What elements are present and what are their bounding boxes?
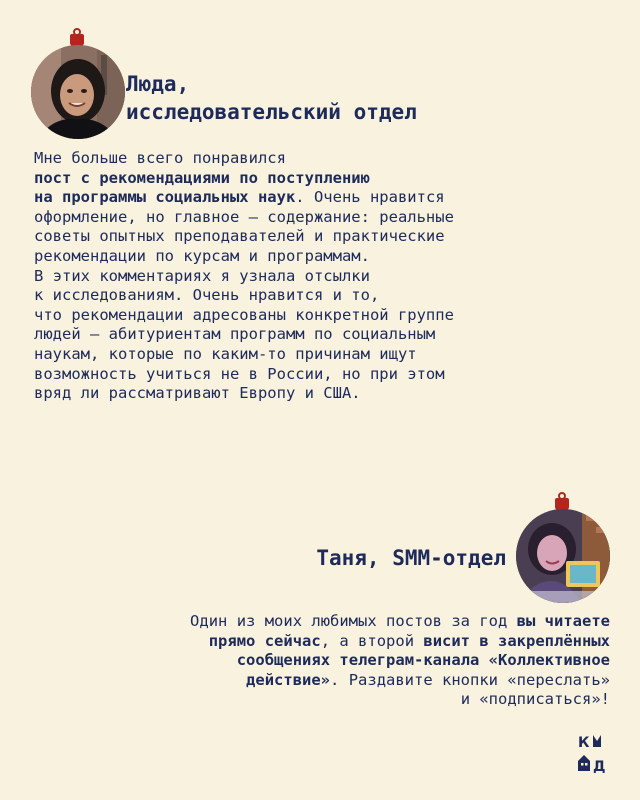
logo-letter-k: К [578,735,590,751]
logo-letter-d: Д [593,759,606,773]
avatar-ornament-1 [28,28,128,143]
quote1-line: В этих комментариях я узнала отсылки [34,266,370,285]
quote2-line [190,612,610,632]
quote2-text: , а второй [320,631,424,650]
quote2-text: . Раздавите кнопки «переслать» [330,670,610,689]
quote2-bold-text: сообщениях телеграм-канала «Коллективное [236,651,610,670]
avatar-photo-tanya [516,509,610,603]
quote1-line: людей — абитуриентам программ по социальным [34,325,436,344]
quote1-line: к исследованиям. Очень нравится и то, [34,286,380,305]
quote1-line: вряд ли рассматривают Европу и США. [34,384,361,403]
quote2-bold-text: прямо сейчас [208,631,321,650]
avatar-ornament-2 [512,492,612,607]
quote1-line: рекомендации по курсам и программам. [34,246,370,265]
quote2-line [190,651,610,671]
person1-name [126,70,417,126]
quote2-bold-text: висит в закреплённых [423,631,610,650]
quote2-line: и «подписаться»! [460,690,610,709]
kd-logo-mark [576,733,608,773]
quote1-line: оформление, но главное — содержание: реальные [34,207,454,226]
quote1-line: Мне больше всего понравился [34,149,286,167]
quote1-line: возможность учиться не в России, но при этом [34,364,445,383]
quote1-bold-text: пост с рекомендациями по поступлению [34,168,370,187]
quote1-line: советы опытных преподавателей и практические [34,227,445,246]
person1-name-line1: Люда, [126,72,190,96]
person1-department: исследовательский отдел [126,100,417,124]
person1-quote [34,149,454,404]
quote2-bold-text: вы читаете [516,612,610,630]
quote1-line [34,188,454,208]
quote2-bold-text: действие» [246,670,331,689]
quote1-line-bold [34,169,454,189]
quote1-text: . Очень нравится [295,188,445,207]
person2-quote [190,612,610,710]
quote2-text: Один из моих любимых постов за год [190,612,517,630]
quote1-bold-text: на программы социальных наук [34,188,296,207]
quote1-line: что рекомендации адресованы конкретной группе [34,305,454,324]
avatar-photo-luda [31,45,125,139]
person2-name: Таня, SMM-отдел [316,546,506,570]
quote1-line: наукам, которые по каким-то причинам ищут [34,344,417,363]
kd-logo [576,733,608,773]
quote2-line [190,632,610,652]
quote2-line [190,671,610,691]
